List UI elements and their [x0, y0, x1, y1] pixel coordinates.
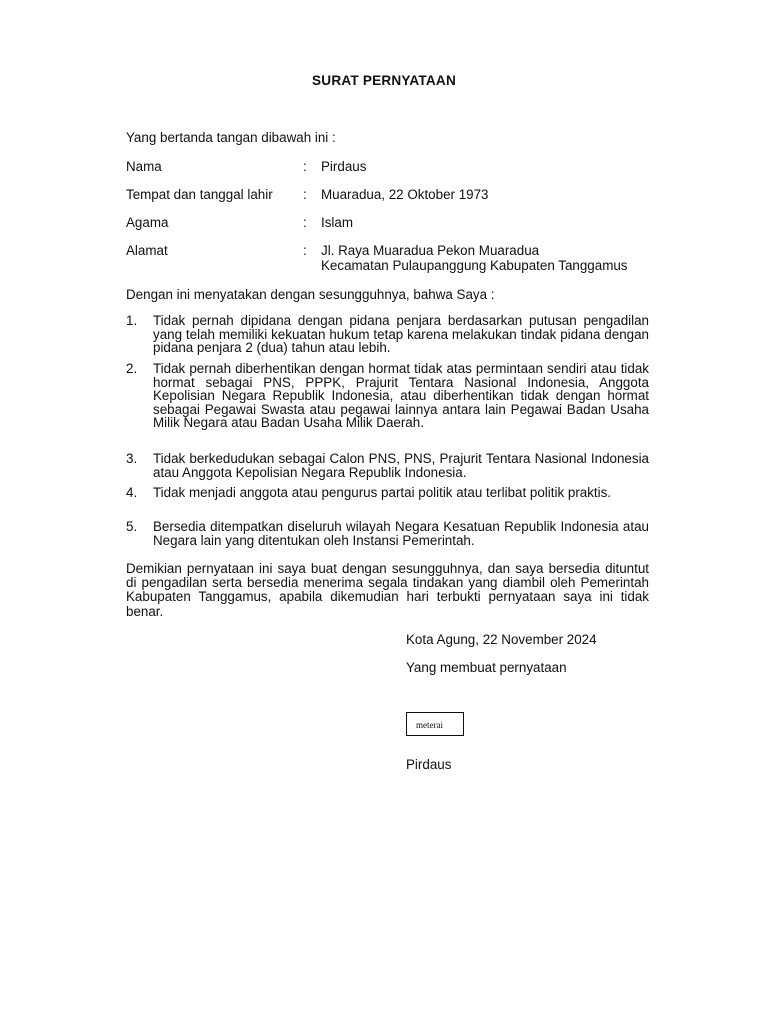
list-item-text: Tidak pernah dipidana dengan pidana penjara berdasarkan putusan pengadilan yang telah memiliki kekuatan hukum tetap karena melakukan tindak pidana dengan pidana penjara 2 (dua) tahun atau lebih.: [153, 313, 649, 355]
signature-name: Pirdaus: [406, 757, 452, 772]
field-colon-alamat: :: [303, 243, 307, 258]
document-title: SURAT PERNYATAAN: [312, 73, 456, 88]
field-colon-ttl: :: [303, 187, 307, 202]
list-item-number: 1.: [126, 313, 138, 328]
statement-intro: Dengan ini menyatakan dengan sesungguhnya, bahwa Saya :: [126, 287, 495, 302]
signature-role: Yang membuat pernyataan: [406, 660, 567, 675]
field-value-alamat-line1: Jl. Raya Muaradua Pekon Muaradua: [321, 243, 540, 258]
field-value-alamat-line2: Kecamatan Pulaupanggung Kabupaten Tanggamus: [321, 258, 628, 273]
list-item-number: 2.: [126, 361, 138, 376]
list-item-text: Tidak pernah diberhentikan dengan hormat tidak atas permintaan sendiri atau tidak hormat sebagai PNS, PPPK, Prajurit Tentara Nasional Indonesia, Anggota Kepolisian Negara Republik Indonesia, atau diberhentikan tidak dengan hormat sebagai Pegawai Swasta atau pegawai lainnya antara lain Pegawai Badan Usaha Milik Negara atau Badan Usaha Milik Daerah.: [153, 361, 649, 430]
list-item-number: 3.: [126, 451, 138, 466]
field-value-nama: Pirdaus: [321, 159, 367, 174]
field-label-nama: Nama: [126, 159, 162, 174]
list-item-text: Tidak berkedudukan sebagai Calon PNS, PNS, Prajurit Tentara Nasional Indonesia atau Anggota Kepolisian Negara Republik Indonesia.: [153, 451, 649, 480]
field-label-agama: Agama: [126, 215, 169, 230]
intro-text: Yang bertanda tangan dibawah ini :: [126, 130, 336, 145]
closing-paragraph: Demikian pernyataan ini saya buat dengan sesungguhnya, dan saya bersedia dituntut di pengadilan serta bersedia menerima segala tindakan yang diambil oleh Pemerintah Kabupaten Tanggamus, apabila dikemudian hari terbukti pernyataan saya ini tidak benar.: [126, 561, 649, 619]
meterai-label: meterai: [416, 720, 443, 730]
meterai-stamp-box: [406, 712, 464, 736]
field-value-agama: Islam: [321, 215, 353, 230]
list-item-text: Bersedia ditempatkan diseluruh wilayah Negara Kesatuan Republik Indonesia atau Negara lain yang ditentukan oleh Instansi Pemerintah.: [153, 519, 649, 548]
field-value-ttl: Muaradua, 22 Oktober 1973: [321, 187, 489, 202]
list-item-number: 4.: [126, 485, 138, 500]
field-colon-nama: :: [303, 159, 307, 174]
list-item-number: 5.: [126, 519, 138, 534]
field-colon-agama: :: [303, 215, 307, 230]
field-label-ttl: Tempat dan tanggal lahir: [126, 187, 273, 202]
signature-place-date: Kota Agung, 22 November 2024: [406, 632, 597, 647]
field-label-alamat: Alamat: [126, 243, 168, 258]
list-item-text: Tidak menjadi anggota atau pengurus partai politik atau terlibat politik praktis.: [153, 485, 612, 500]
